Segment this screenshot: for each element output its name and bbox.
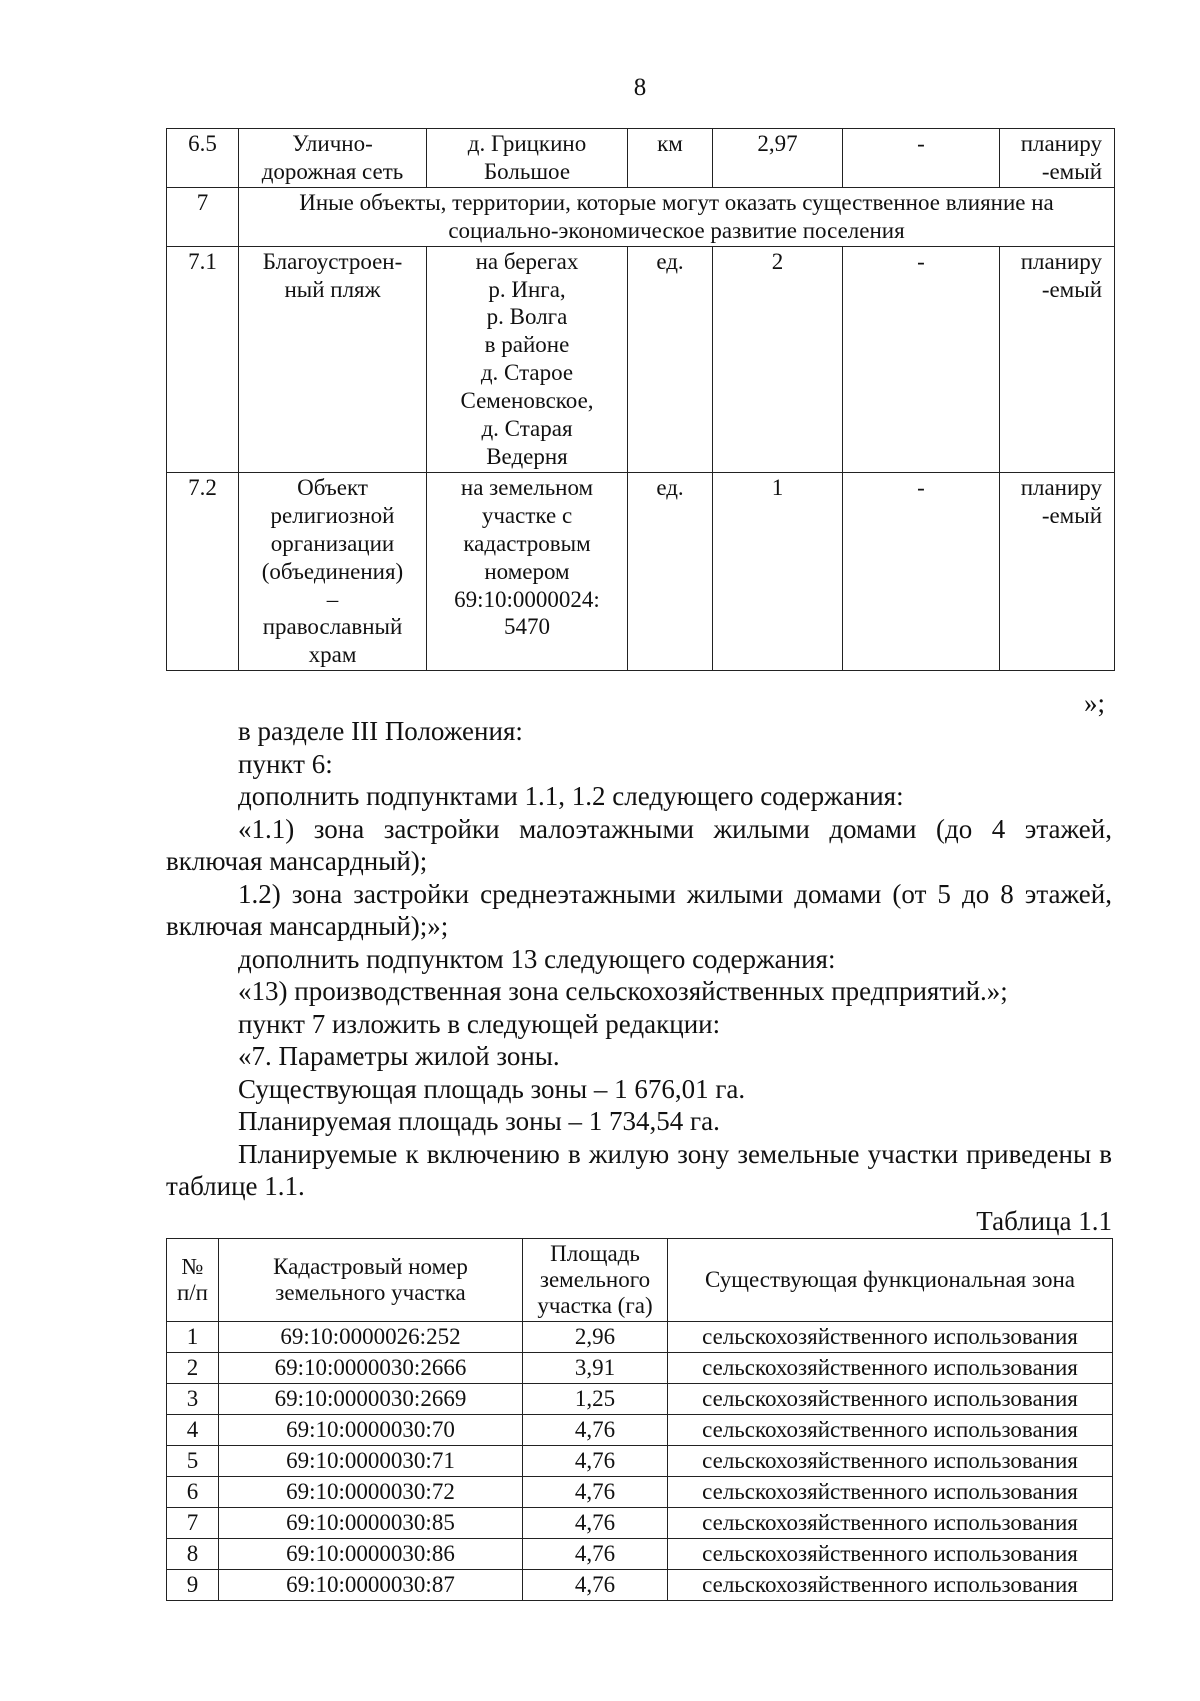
cadastral-number-cell: 69:10:0000030:86	[219, 1539, 523, 1570]
table-row	[167, 1539, 1113, 1570]
paragraph: дополнить подпунктами 1.1, 1.2 следующего содержания:	[238, 781, 904, 811]
location-cell: на земельном участке с кадастровым номером 69:10:0000024: 5470	[427, 472, 628, 670]
row-number: 6	[167, 1477, 219, 1508]
paragraph: «13) производственная зона сельскохозяйственных предприятий.»;	[238, 976, 1008, 1006]
area-cell: 3,91	[523, 1353, 668, 1384]
area-cell: 4,76	[523, 1477, 668, 1508]
empty-value-cell: -	[843, 472, 1000, 670]
area-cell: 4,76	[523, 1415, 668, 1446]
area-cell: 2,96	[523, 1322, 668, 1353]
cadastral-number-cell: 69:10:0000030:87	[219, 1570, 523, 1601]
location-cell: д. Грицкино Большое	[427, 129, 628, 188]
cadastral-number-cell: 69:10:0000026:252	[219, 1322, 523, 1353]
area-cell: 4,76	[523, 1508, 668, 1539]
row-number: 7.1	[167, 246, 239, 472]
objects-table	[166, 128, 1115, 671]
column-header: Кадастровый номер земельного участка	[219, 1239, 523, 1322]
cadastral-number-cell: 69:10:0000030:2666	[219, 1353, 523, 1384]
paragraph: 1.2) зона застройки среднеэтажными жилыми домами (от 5 до 8 этажей, включая мансардный);»;	[166, 878, 1112, 941]
status-cell: планиру -емый	[1000, 472, 1115, 670]
table-row	[167, 246, 1115, 472]
section-heading-cell: Иные объекты, территории, которые могут оказать существенное влияние на социально-экономическое развитие поселения	[239, 187, 1115, 246]
row-number: 3	[167, 1384, 219, 1415]
paragraph: Планируемые к включению в жилую зону земельные участки приведены в таблице 1.1.	[166, 1138, 1112, 1201]
value-cell: 1	[713, 472, 843, 670]
cadastral-number-cell: 69:10:0000030:71	[219, 1446, 523, 1477]
area-cell: 4,76	[523, 1539, 668, 1570]
object-name-cell: Улично- дорожная сеть	[239, 129, 427, 188]
object-name-cell: Благоустроен- ный пляж	[239, 246, 427, 472]
row-number: 6.5	[167, 129, 239, 188]
zone-cell: сельскохозяйственного использования	[668, 1384, 1113, 1415]
row-number: 7	[167, 187, 239, 246]
zone-cell: сельскохозяйственного использования	[668, 1446, 1113, 1477]
paragraph: в разделе III Положения:	[238, 716, 523, 746]
paragraph: «7. Параметры жилой зоны.	[238, 1041, 560, 1071]
row-number: 1	[167, 1322, 219, 1353]
cadastral-number-cell: 69:10:0000030:72	[219, 1477, 523, 1508]
row-number: 7	[167, 1508, 219, 1539]
row-number: 8	[167, 1539, 219, 1570]
table-row	[167, 1353, 1113, 1384]
land-plots-table	[166, 1238, 1113, 1601]
value-cell: 2,97	[713, 129, 843, 188]
value-cell: 2	[713, 246, 843, 472]
paragraph: Планируемая площадь зоны – 1 734,54 га.	[238, 1106, 720, 1136]
paragraph: пункт 7 изложить в следующей редакции:	[238, 1008, 721, 1039]
unit-cell: ед.	[628, 246, 713, 472]
empty-value-cell: -	[843, 129, 1000, 188]
zone-cell: сельскохозяйственного использования	[668, 1570, 1113, 1601]
column-header: Существующая функциональная зона	[668, 1239, 1113, 1322]
table-row	[167, 187, 1115, 246]
row-number: 2	[167, 1353, 219, 1384]
area-cell: 1,25	[523, 1384, 668, 1415]
table-row	[167, 1384, 1113, 1415]
table-row	[167, 1415, 1113, 1446]
closing-quote: »;	[1084, 688, 1106, 718]
table-row	[167, 1477, 1113, 1508]
table-row	[167, 1570, 1113, 1601]
zone-cell: сельскохозяйственного использования	[668, 1508, 1113, 1539]
object-name-cell: Объект религиозной организации (объединения) – православный храм	[239, 472, 427, 670]
zone-cell: сельскохозяйственного использования	[668, 1477, 1113, 1508]
table-row	[167, 472, 1115, 670]
table-row	[167, 1446, 1113, 1477]
unit-cell: ед.	[628, 472, 713, 670]
table-row	[167, 1322, 1113, 1353]
column-header: Площадь земельного участка (га)	[523, 1239, 668, 1322]
row-number: 5	[167, 1446, 219, 1477]
table-caption: Таблица 1.1	[976, 1206, 1112, 1236]
unit-cell: км	[628, 129, 713, 188]
status-cell: планиру -емый	[1000, 129, 1115, 188]
zone-cell: сельскохозяйственного использования	[668, 1415, 1113, 1446]
page-number: 8	[633, 74, 647, 101]
area-cell: 4,76	[523, 1446, 668, 1477]
row-number: 7.2	[167, 472, 239, 670]
status-cell: планиру -емый	[1000, 246, 1115, 472]
cadastral-number-cell: 69:10:0000030:85	[219, 1508, 523, 1539]
table-row	[167, 129, 1115, 188]
table-row	[167, 1508, 1113, 1539]
paragraph: пункт 6:	[238, 748, 333, 779]
column-header: № п/п	[167, 1239, 219, 1322]
zone-cell: сельскохозяйственного использования	[668, 1322, 1113, 1353]
row-number: 4	[167, 1415, 219, 1446]
empty-value-cell: -	[843, 246, 1000, 472]
zone-cell: сельскохозяйственного использования	[668, 1353, 1113, 1384]
area-cell: 4,76	[523, 1570, 668, 1601]
amendment-text	[166, 715, 1112, 1203]
cadastral-number-cell: 69:10:0000030:2669	[219, 1384, 523, 1415]
cadastral-number-cell: 69:10:0000030:70	[219, 1415, 523, 1446]
row-number: 9	[167, 1570, 219, 1601]
paragraph: Существующая площадь зоны – 1 676,01 га.	[238, 1073, 746, 1104]
paragraph: «1.1) зона застройки малоэтажными жилыми домами (до 4 этажей, включая мансардный);	[166, 813, 1112, 876]
paragraph: дополнить подпунктом 13 следующего содержания:	[238, 943, 836, 974]
location-cell: на берегах р. Инга, р. Волга в районе д. Старое Семеновское, д. Старая Ведерня	[427, 246, 628, 472]
zone-cell: сельскохозяйственного использования	[668, 1539, 1113, 1570]
